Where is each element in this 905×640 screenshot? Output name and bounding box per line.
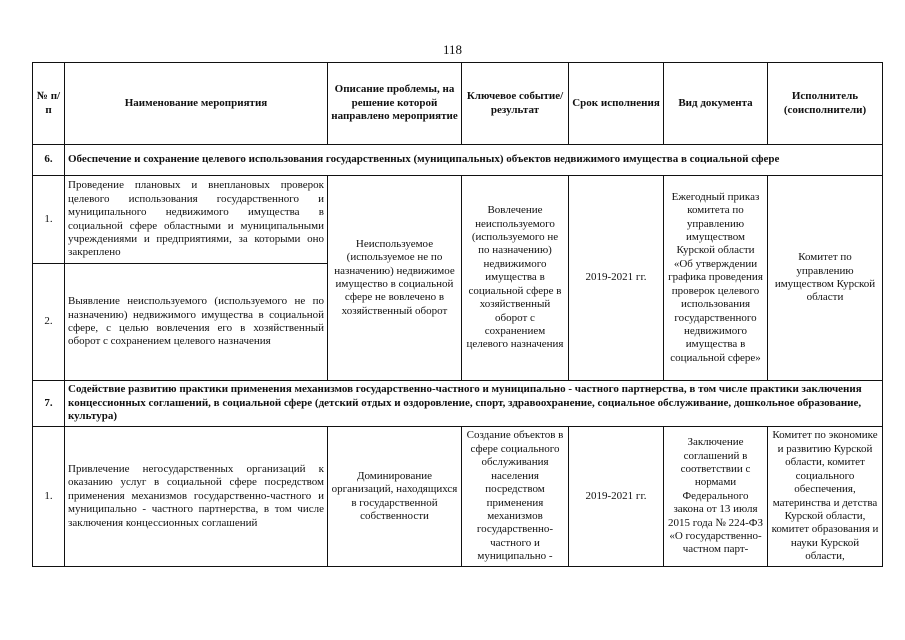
row-deadline: 2019-2021 гг. [569,176,664,381]
header-name: Наименование мероприятия [65,63,328,145]
section-7-title: Содействие развитию практики применения механизмов государственно-частного и муниципально - частного партнерства, в том числе практики заключения концессионных соглашений, в социальной сфере (детский отдых и оздоровление, спорт, здравоохранение, социальное обслуживание, дошкольное образование, культура) [65,381,883,427]
section-7-row [33,381,883,427]
row-name: Проведение плановых и внеплановых проверок целевого использования государственного и муниципального недвижимого имущества в социальной сфере областными и муниципальными учреждениями и предприятиями, за которыми оно закреплено [65,176,328,264]
row-num: 2. [33,264,65,381]
row-executor: Комитет по экономике и развитию Курской области, комитет социального обеспечения, материнства и детства Курской области, комитет образования и науки Курской области, [768,427,883,567]
section-6-title: Обеспечение и сохранение целевого использования государственных (муниципальных) объектов недвижимого имущества в социальной сфере [65,145,883,176]
header-row [33,63,883,145]
table-row [33,427,883,567]
row-doc: Ежегодный приказ комитета по управлению имуществом Курской области «Об утверждении графика проведения проверок целевого использования государственного недвижимого имущества в социальной сфере» [664,176,768,381]
row-num: 1. [33,427,65,567]
header-event: Ключевое событие/ результат [462,63,569,145]
row-name: Привлечение негосударственных организаций к оказанию услуг в социальной сфере посредством применения механизмов государственно-частного и муниципально - частного партнерства, в том числе заключения концессионных соглашений [65,427,328,567]
page-number: 118 [442,42,463,57]
row-num: 1. [33,176,65,264]
measures-table [32,62,883,567]
header-doc: Вид документа [664,63,768,145]
section-6-num: 6. [33,145,65,176]
section-6-row [33,145,883,176]
row-name: Выявление неиспользуемого (используемого не по назначению) недвижимого имущества в социальной сфере, с целью вовлечения его в хозяйственный оборот с сохранением целевого назначения [65,264,328,381]
row-event: Создание объектов в сфере социального обслуживания населения посредством применения механизмов государственно-частного и муниципально - [462,427,569,567]
header-deadline: Срок исполнения [569,63,664,145]
header-executor: Исполнитель (соисполнители) [768,63,883,145]
row-problem: Неиспользуемое (используемое не по назначению) недвижимое имущество в социальной сфере не вовлечено в хозяйственный оборот [328,176,462,381]
header-num: № п/п [33,63,65,145]
row-problem: Доминирование организаций, находящихся в государственной собственности [328,427,462,567]
header-problem: Описание проблемы, на решение которой направлено мероприятие [328,63,462,145]
table-row [33,176,883,264]
row-deadline: 2019-2021 гг. [569,427,664,567]
row-executor: Комитет по управлению имуществом Курской области [768,176,883,381]
row-event: Вовлечение неиспользуемого (используемого не по назначению) недвижимого имущества в социальной сфере в хозяйственный оборот с сохранением целевого назначения [462,176,569,381]
row-doc: Заключение соглашений в соответствии с нормами Федерального закона от 13 июля 2015 года № 224-ФЗ «О государственно-частном парт- [664,427,768,567]
section-7-num: 7. [33,381,65,427]
